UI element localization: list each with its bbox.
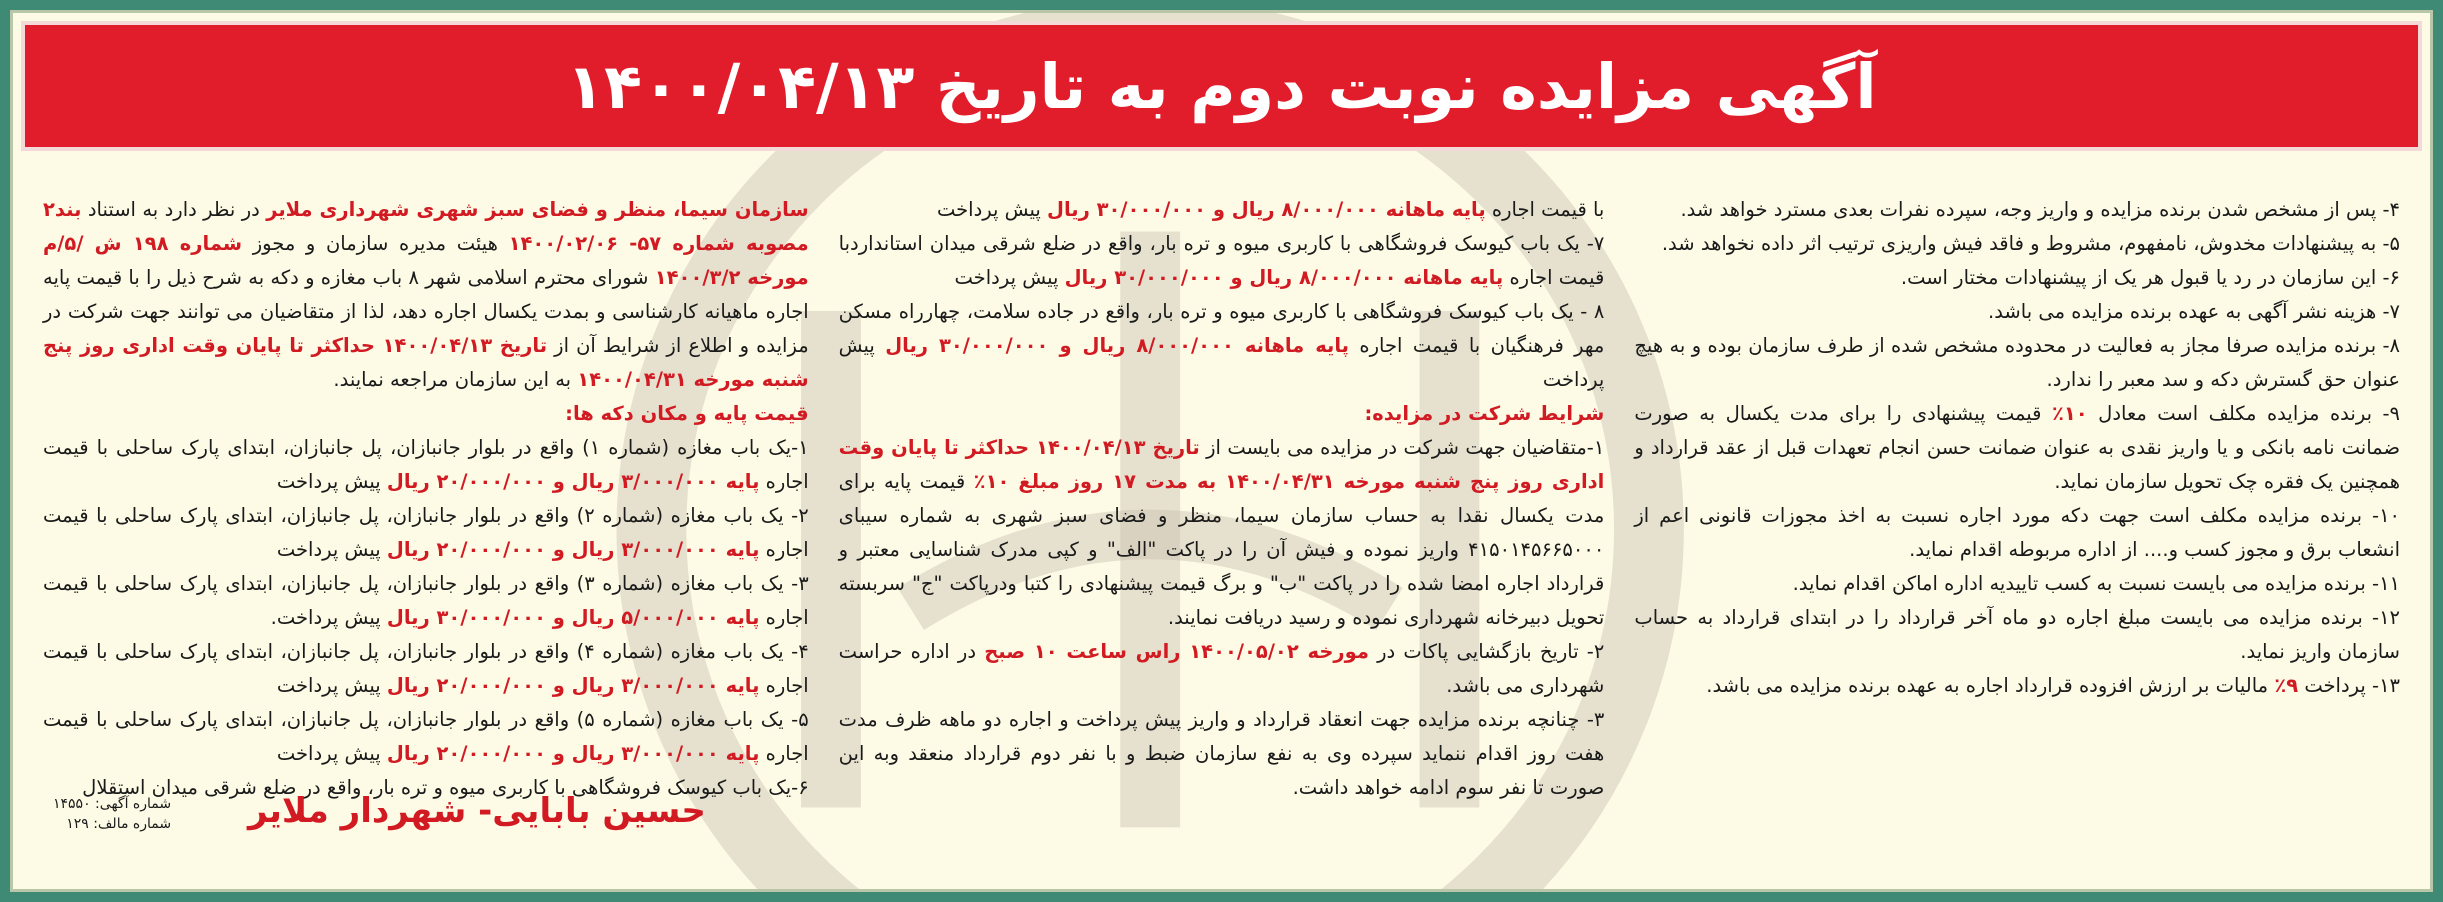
condition-item: ۵- به پیشنهادات مخدوش، نامفهوم، مشروط و فاقد فیش واریزی ترتیب اثر داده نخواهد شد. <box>1661 232 2401 255</box>
condition-item: ۱۲- برنده مزایده می بایست مبلغ اجاره دو ماه آخر قرارداد را در ابتدای قرارداد به حساب سازمان واریز نماید. <box>1634 606 2401 663</box>
mayor-signature: حسین بابایی- شهردار ملایر <box>248 791 706 831</box>
org-name: سازمان سیما، منظر و فضای سبز شهری شهرداری ملایر <box>266 198 809 221</box>
condition-item: ۸- برنده مزایده صرفا مجاز به فعالیت در محدوده مشخص شده از طرف سازمان بوده و به هیچ عنوان حق گسترش دکه و سد معبر را ندارد. <box>1634 334 2401 391</box>
condition-item: ۳- چنانچه برنده مزایده جهت انعقاد قرارداد و واریز پیش پرداخت و اجاره دو ماهه ظرف مدت هفت روز اقدام ننماید سپرده وی به نفع سازمان ضبط و با نفر دوم قرارداد منعقد وبه این صورت تا نفر سوم ادامه خواهد داشت. <box>838 708 1605 799</box>
column-left <box>1634 193 2400 869</box>
condition-item: ۱۳- پرداخت ۹٪ مالیات بر ارزش افزوده قرارداد اجاره به عهده برنده مزایده می باشد. <box>1706 674 2401 697</box>
list-item: ۶-یک باب کیوسک فروشگاهی با کاربری میوه و تره بار، واقع در ضلع شرقی میدان استقلال <box>82 776 809 799</box>
column-middle <box>839 193 1605 869</box>
list-item: ۳- یک باب مغازه (شماره ۳) واقع در بلوار جانبازان، پل جانبازان، ابتدای پارک ساحلی با قیمت اجاره پایه ۵/۰۰۰/۰۰۰ ریال و ۳۰/۰۰۰/۰۰۰ ریال پیش پرداخت. <box>43 572 809 629</box>
condition-item: ۶- این سازمان در رد یا قبول هر یک از پیشنهادات مختار است. <box>1900 266 2401 289</box>
condition-item: ۲- تاریخ بازگشایی پاکات در مورخه ۱۴۰۰/۰۵/۰۲ راس ساعت ۱۰ صبح در اداره حراست شهرداری می باشد. <box>838 640 1605 697</box>
list-item: ۷- یک باب کیوسک فروشگاهی با کاربری میوه و تره بار، واقع در ضلع شرقی میدان استانداردبا قیمت اجاره پایه ماهانه ۸/۰۰۰/۰۰۰ ریال و ۳۰/۰۰۰/۰۰۰ ریال پیش پرداخت <box>838 232 1605 289</box>
condition-item: ۷- هزینه نشر آگهی به عهده برنده مزایده می باشد. <box>1988 300 2401 323</box>
document-body <box>10 10 2433 892</box>
list-item: ۴- یک باب مغازه (شماره ۴) واقع در بلوار جانبازان، پل جانبازان، ابتدای پارک ساحلی با قیمت اجاره پایه ۳/۰۰۰/۰۰۰ ریال و ۲۰/۰۰۰/۰۰۰ ریال پیش پرداخت <box>43 640 809 697</box>
list-item: ۵- یک باب مغازه (شماره ۵) واقع در بلوار جانبازان، پل جانبازان، ابتدای پارک ساحلی با قیمت اجاره پایه ۳/۰۰۰/۰۰۰ ریال و ۲۰/۰۰۰/۰۰۰ ریال پیش پرداخت <box>43 708 809 765</box>
condition-item: ۱۰- برنده مزایده مکلف است جهت دکه مورد اجاره نسبت به اخذ مجوزات قانونی اعم از انشعاب برق و مجوز کسب و.... از اداره مربوطه اقدام نماید. <box>1634 504 2401 561</box>
title-banner <box>21 21 2422 151</box>
condition-item: ۹- برنده مزایده مکلف است معادل ۱۰٪ قیمت پیشنهادی را برای مدت یکسال به صورت ضمانت نامه بانکی و یا واریز نقدی به عنوان ضمانت حسن انجام تعهدات قبل از عقد قرارداد و همچنین یک فقره چک تحویل سازمان نماید. <box>1634 402 2401 493</box>
list-item: ۱-یک باب مغازه (شماره ۱) واقع در بلوار جانبازان، پل جانبازان، ابتدای پارک ساحلی با قیمت اجاره پایه ۳/۰۰۰/۰۰۰ ریال و ۲۰/۰۰۰/۰۰۰ ریال پیش پرداخت <box>43 436 809 493</box>
condition-item: ۱-متقاضیان جهت شرکت در مزایده می بایست از تاریخ ۱۴۰۰/۰۴/۱۳ حداکثر تا پایان وقت اداری روز پنج شنبه مورخه ۱۴۰۰/۰۴/۳۱ به مدت ۱۷ روز مبلغ ۱۰٪ قیمت پایه برای مدت یکسال نقدا به حساب سازمان سیما، منظر و فضای سبز شهری به شماره سیبای ۴۱۵۰۱۴۵۶۶۵۰۰۰ واریز نموده و فیش آن را در پاکت "الف" و کپی مدرک شناسایی معتبر و قرارداد اجاره امضا شده را در پاکت "ب" و برگ قیمت پیشنهادی را کتبا ودرپاکت "ج" سربسته تحویل دبیرخانه شهرداری نموده و رسید دریافت نمایند. <box>838 436 1605 629</box>
page-title: آگهی مزایده نوبت دوم به تاریخ ۱۴۰۰/۰۴/۱۳ <box>566 49 1877 123</box>
condition-item: ۱۱- برنده مزایده می بایست نسبت به کسب تاییدیه اداره اماکن اقدام نماید. <box>1792 572 2401 595</box>
list-item: با قیمت اجاره پایه ماهانه ۸/۰۰۰/۰۰۰ ریال و ۳۰/۰۰۰/۰۰۰ ریال پیش پرداخت <box>936 198 1605 221</box>
notice-columns <box>43 193 2400 869</box>
column-right <box>43 193 809 869</box>
intro-paragraph: سازمان سیما، منظر و فضای سبز شهری شهرداری ملایر در نظر دارد به استناد بند۲ مصوبه شماره ۵۷- ۱۴۰۰/۰۲/۰۶ هیئت مدیره سازمان و مجوز شماره ۱۹۸ ش /۵/م مورخه ۱۴۰۰/۳/۲ شورای محترم اسلامی شهر ۸ باب مغازه و دکه به شرح ذیل را با قیمت پایه اجاره ماهیانه کارشناسی و بمدت یکسال اجاره دهد، لذا از متقاضیان می توانند جهت شرکت در مزایده و اطلاع از شرایط آن از تاریخ ۱۴۰۰/۰۴/۱۳ حداکثر تا پایان وقت اداری روز پنج شنبه مورخه ۱۴۰۰/۰۴/۳۱ به این سازمان مراجعه نمایند. <box>43 198 809 391</box>
list-item: ۸ - یک باب کیوسک فروشگاهی با کاربری میوه و تره بار، واقع در جاده سلامت، چهارراه مسکن مهر فرهنگیان با قیمت اجاره پایه ماهانه ۸/۰۰۰/۰۰۰ ریال و ۳۰/۰۰۰/۰۰۰ ریال پیش پرداخت <box>838 300 1605 391</box>
ad-number: شماره آگهی: ۱۴۵۵۰ <box>53 796 172 812</box>
section-heading-prices: قیمت پایه و مکان دکه ها: <box>565 402 809 425</box>
list-item: ۲- یک باب مغازه (شماره ۲) واقع در بلوار جانبازان، پل جانبازان، ابتدای پارک ساحلی با قیمت اجاره پایه ۳/۰۰۰/۰۰۰ ریال و ۲۰/۰۰۰/۰۰۰ ریال پیش پرداخت <box>43 504 809 561</box>
condition-item: ۴- پس از مشخص شدن برنده مزایده و واریز وجه، سپرده نفرات بعدی مسترد خواهد شد. <box>1680 198 2401 221</box>
file-number: شماره مالف: ۱۲۹ <box>66 816 172 832</box>
section-heading-conditions: شرایط شرکت در مزایده: <box>1364 402 1605 425</box>
ad-meta <box>53 794 171 834</box>
